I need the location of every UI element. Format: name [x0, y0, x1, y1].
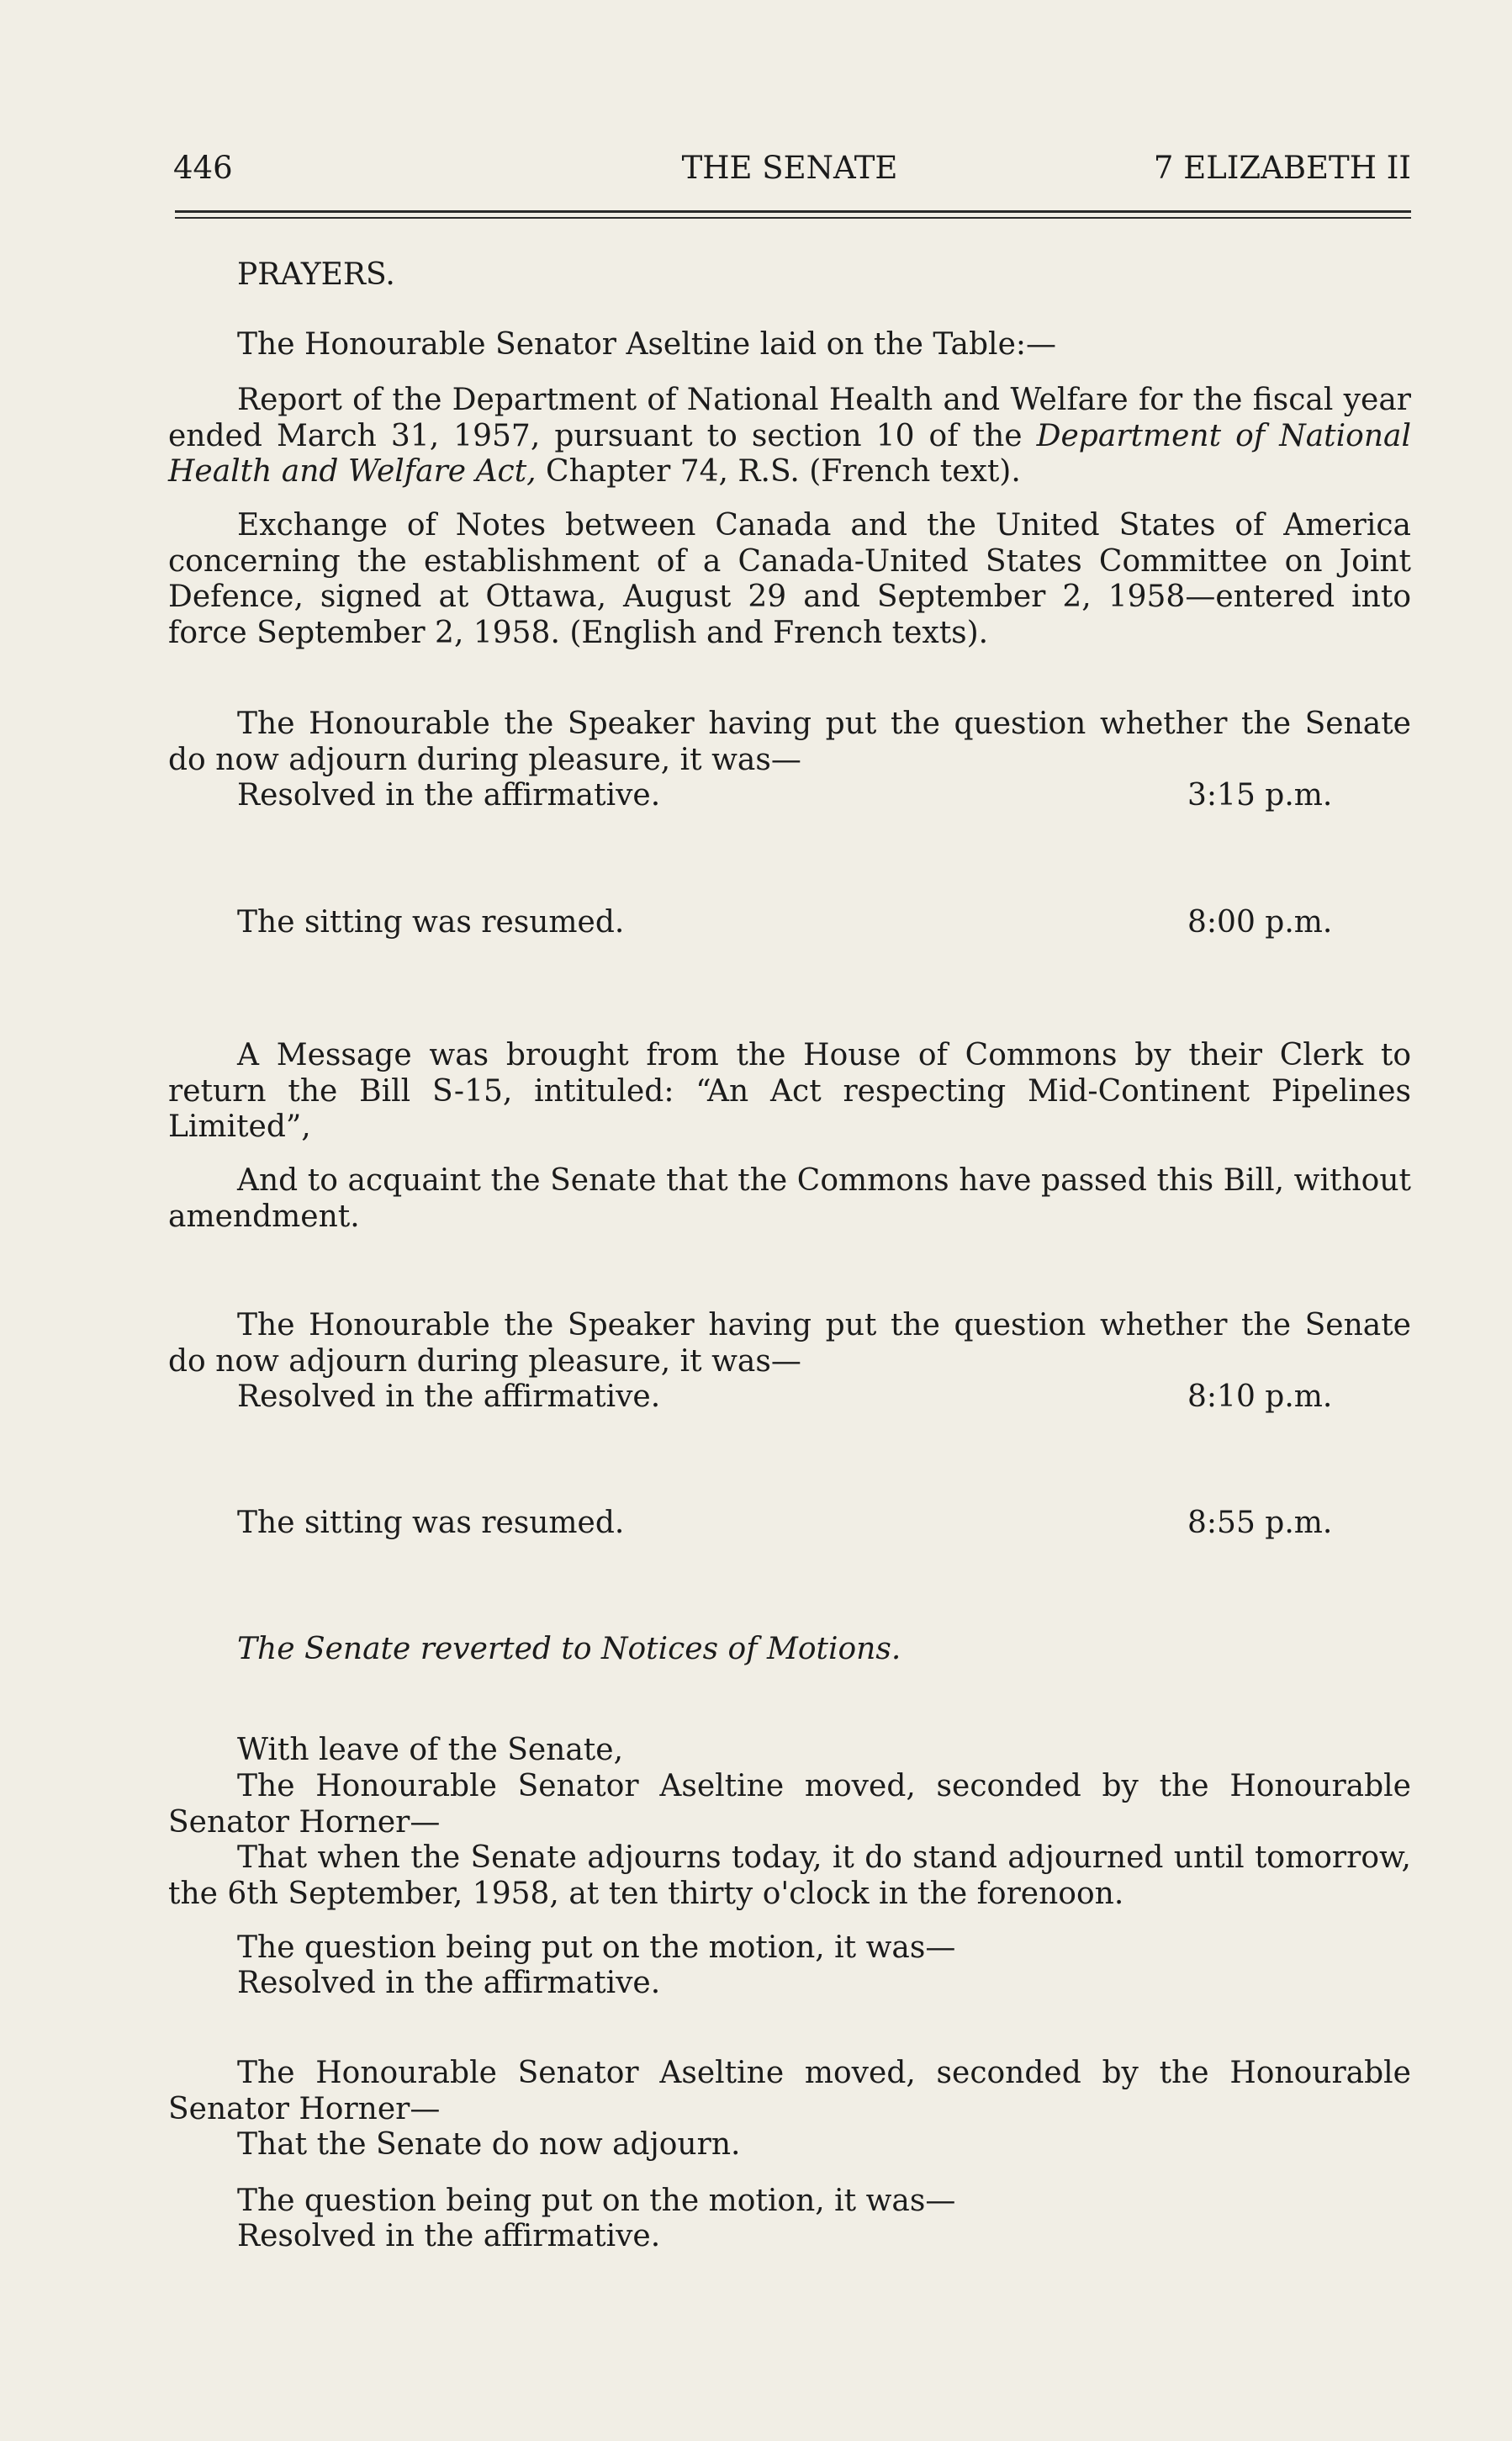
time-stamp: 8:00 p.m. — [1187, 905, 1333, 940]
report-paragraph — [168, 383, 1411, 490]
leave-line: With leave of the Senate, — [237, 1733, 624, 1767]
report-text-2: Chapter 74, R.S. (French text). — [536, 454, 1021, 489]
report-text-1: Report of the Department of National Health and Welfare for the fiscal year ended March 31, 1957, pursuant to section 10 of the — [168, 383, 1411, 453]
resolved-text: Resolved in the affirmative. — [237, 778, 661, 813]
motion-2-moved: The Honourable Senator Aseltine moved, seconded by the Honourable Senator Horner— — [168, 2056, 1411, 2126]
time-stamp: 8:10 p.m. — [1187, 1379, 1333, 1414]
resumed-row-1 — [168, 905, 1411, 941]
time-stamp: 3:15 p.m. — [1187, 778, 1333, 813]
motion-1-question: The question being put on the motion, it was— — [237, 1930, 956, 1965]
header-rule-thin — [175, 217, 1411, 219]
motion-1-text: That when the Senate adjourns today, it do stand adjourned until tomorrow, the 6th September, 1958, at ten thirty o'clock in the forenoon. — [168, 1840, 1411, 1911]
resolved-row-1 — [168, 778, 1411, 814]
header-rule — [175, 210, 1411, 213]
resolved-row-2 — [168, 1379, 1411, 1416]
page-number: 446 — [173, 150, 233, 186]
motion-2-text: That the Senate do now adjourn. — [237, 2127, 741, 2162]
tabled-intro: The Honourable Senator Aseltine laid on the Table:— — [237, 327, 1057, 362]
acquaint-paragraph: And to acquaint the Senate that the Commons have passed this Bill, without amendment. — [168, 1163, 1411, 1234]
adjourn-question-1: The Honourable the Speaker having put the question whether the Senate do now adjourn during pleasure, it was— — [168, 707, 1411, 777]
motion-2-resolved: Resolved in the affirmative. — [237, 2219, 661, 2253]
message-paragraph: A Message was brought from the House of Commons by their Clerk to return the Bill S-15, intituled: “An Act respecting Mid-Continent Pipelines Limited”, — [168, 1038, 1411, 1144]
reverted-notice — [168, 1632, 1480, 1668]
report-act-title: Department of National Health and Welfare Act, — [168, 418, 1411, 489]
exchange-paragraph: Exchange of Notes between Canada and the United States of America concerning the establishment of a Canada-United States Committee on Joint Defence, signed at Ottawa, August 29 and September 2, 1958—entered into force September 2, 1958. (English and French texts). — [168, 508, 1411, 650]
resumed-row-2 — [168, 1506, 1411, 1542]
motion-1-resolved: Resolved in the affirmative. — [237, 1966, 661, 2000]
regnal-year: 7 ELIZABETH II — [1153, 150, 1411, 186]
reverted-text: The Senate reverted to Notices of Motions. — [237, 1632, 901, 1666]
page-header — [168, 150, 1411, 192]
resumed-text: The sitting was resumed. — [237, 1506, 625, 1540]
motion-2-question: The question being put on the motion, it was— — [237, 2184, 956, 2218]
resolved-text: Resolved in the affirmative. — [237, 1379, 661, 1414]
prayers-heading: PRAYERS. — [237, 257, 395, 292]
adjourn-question-2: The Honourable the Speaker having put the question whether the Senate do now adjourn during pleasure, it was— — [168, 1308, 1411, 1379]
page-title: THE SENATE — [681, 150, 898, 186]
time-stamp: 8:55 p.m. — [1187, 1506, 1333, 1540]
resumed-text: The sitting was resumed. — [237, 905, 625, 940]
motion-1-moved: The Honourable Senator Aseltine moved, seconded by the Honourable Senator Horner— — [168, 1769, 1411, 1840]
